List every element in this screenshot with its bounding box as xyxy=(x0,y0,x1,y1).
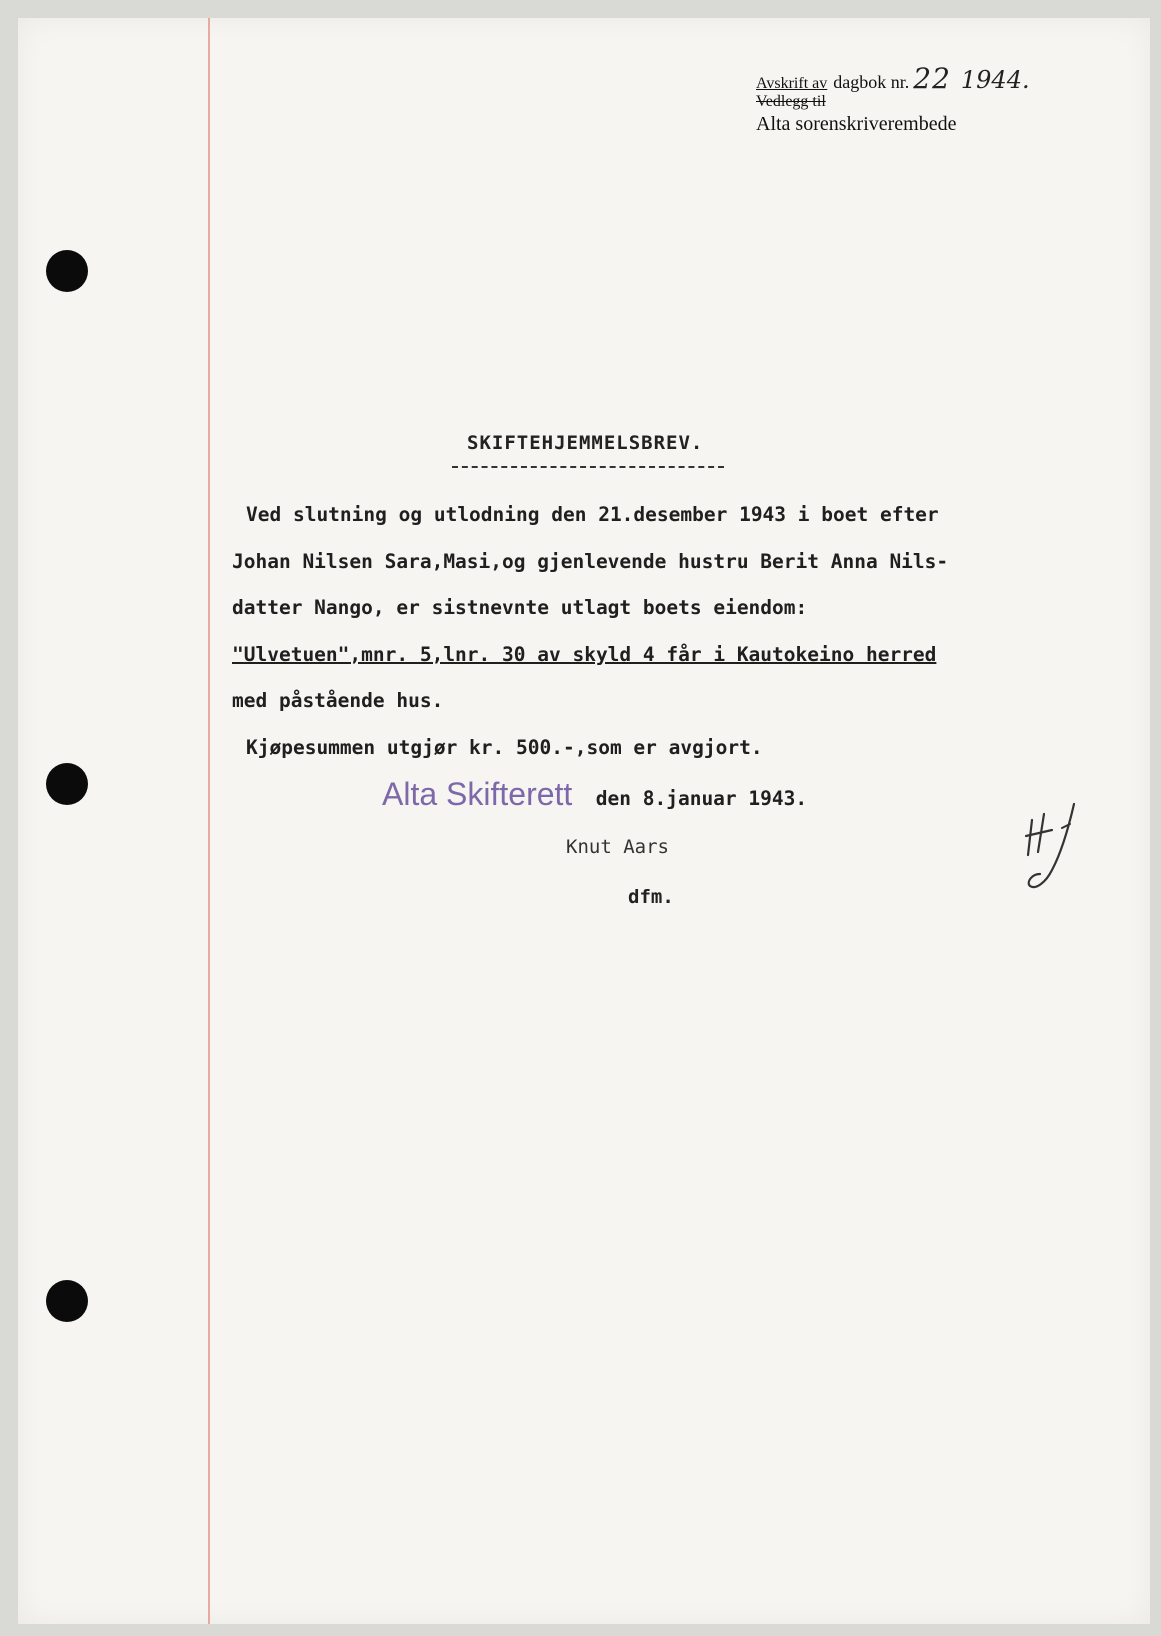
dagbok-number: 22 xyxy=(913,62,951,95)
dfm-mark: dfm. xyxy=(628,886,674,908)
body-line: med påstående hus. xyxy=(232,689,444,712)
body-line: Ved slutning og utlodning den 21.desember 1943 i boet efter xyxy=(246,503,939,526)
office-name: Alta sorenskriverembede xyxy=(756,113,957,135)
handwritten-initials xyxy=(1018,800,1088,900)
punch-hole xyxy=(46,250,88,292)
judge-name: Knut Aars xyxy=(566,836,669,858)
punch-hole xyxy=(46,1280,88,1322)
stamp-line-avskrift: Avskrift av xyxy=(756,75,828,92)
dagbok-label: dagbok nr. xyxy=(833,72,910,92)
dagbok-year: 1944. xyxy=(960,66,1030,94)
body-line: Johan Nilsen Sara,Masi,og gjenlevende hustru Berit Anna Nils- xyxy=(232,549,949,573)
document-sheet xyxy=(18,18,1150,1624)
body-line: datter Nango, er sistnevnte utlagt boets eiendom: xyxy=(232,596,808,619)
document-title: SKIFTEHJEMMELSBREV. xyxy=(467,432,704,454)
document-body xyxy=(232,492,1112,823)
title-underline xyxy=(452,466,724,468)
margin-line xyxy=(208,18,210,1624)
header-stamp xyxy=(756,62,1116,136)
property-line: "Ulvetuen",mnr. 5,lnr. 30 av skyld 4 får i Kautokeino herred xyxy=(232,642,937,666)
court-stamp: Alta Skifterett xyxy=(382,776,573,812)
signature-line xyxy=(232,771,1112,823)
punch-hole xyxy=(46,763,88,805)
stamp-line-vedlegg: Vedlegg til xyxy=(756,93,826,110)
date-line: den 8.januar 1943. xyxy=(595,787,808,810)
body-line: Kjøpesummen utgjør kr. 500.-,som er avgjort. xyxy=(246,735,763,759)
